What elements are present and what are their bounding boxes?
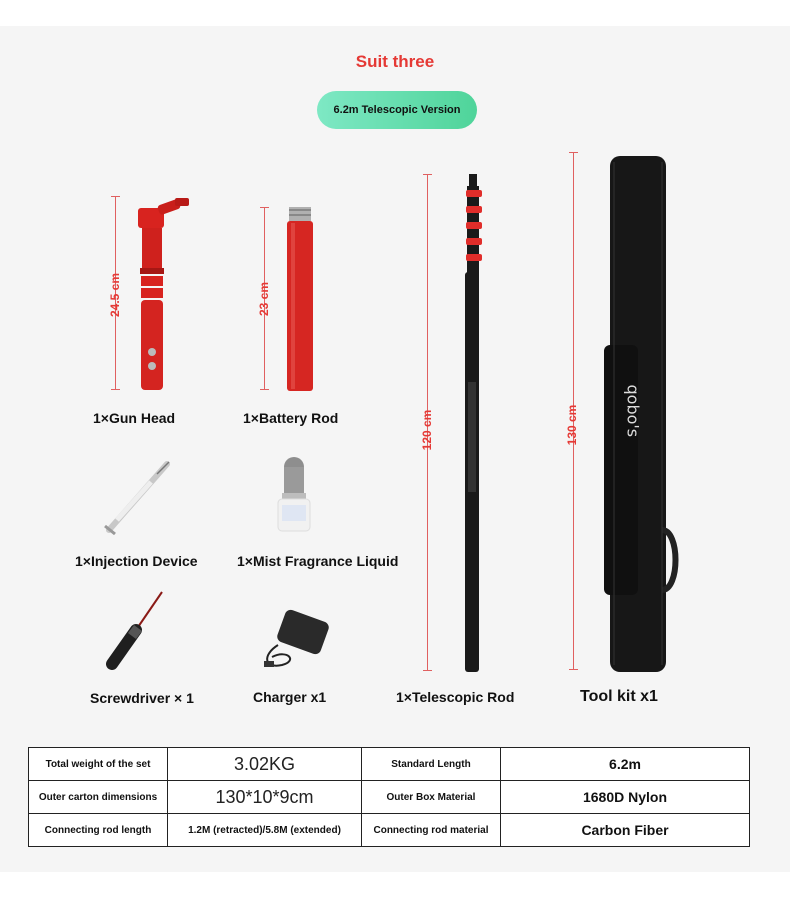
table-row <box>29 814 750 847</box>
telescopic-dimension: 120 cm <box>420 409 434 451</box>
spec-key: Total weight of the set <box>29 748 168 781</box>
mist-liquid-label: 1×Mist Fragrance Liquid <box>237 553 399 569</box>
spec-key: Outer Box Material <box>362 781 501 814</box>
page-title: Suit three <box>355 52 435 71</box>
spec-value: 1.2M (retracted)/5.8M (extended) <box>168 814 362 847</box>
charger-image <box>258 605 330 675</box>
battery-rod-dimension-tick-top <box>260 207 269 208</box>
table-row <box>29 748 750 781</box>
battery-rod-dimension-tick-bottom <box>260 389 269 390</box>
gun-head-dimension-tick-bottom <box>111 389 120 390</box>
spec-value: Carbon Fiber <box>501 814 750 847</box>
spec-table <box>28 747 750 847</box>
toolkit-dimension: 130 cm <box>565 404 579 446</box>
tool-bag-image <box>600 150 680 675</box>
telescopic-dimension-tick-bottom <box>423 670 432 671</box>
spec-value: 6.2m <box>501 748 750 781</box>
telescopic-dimension-tick-top <box>423 174 432 175</box>
telescopic-rod-image <box>456 172 492 674</box>
toolkit-label: Tool kit x1 <box>580 688 658 705</box>
battery-rod-label: 1×Battery Rod <box>243 410 339 426</box>
screwdriver-label: Screwdriver × 1 <box>90 690 194 706</box>
spec-value: 3.02KG <box>168 748 362 781</box>
spec-key: Connecting rod material <box>362 814 501 847</box>
spec-value: 130*10*9cm <box>168 781 362 814</box>
gun-head-dimension-tick-top <box>111 196 120 197</box>
syringe-image <box>103 460 173 535</box>
spec-key: Standard Length <box>362 748 501 781</box>
toolkit-dimension-tick-bottom <box>569 669 578 670</box>
version-badge: 6.2m Telescopic Version <box>317 91 477 129</box>
gun-head-label: 1×Gun Head <box>93 410 176 426</box>
telescopic-rod-label: 1×Telescopic Rod <box>396 689 515 705</box>
table-row <box>29 781 750 814</box>
spec-value: 1680D Nylon <box>501 781 750 814</box>
toolkit-dimension-tick-top <box>569 152 578 153</box>
charger-label: Charger x1 <box>253 689 327 705</box>
fragrance-bottle-image <box>272 457 316 533</box>
battery-rod-dimension: 23 cm <box>257 281 271 317</box>
bag-brand-text: qobo's <box>623 384 643 438</box>
screwdriver-image <box>106 590 166 670</box>
spec-key: Connecting rod length <box>29 814 168 847</box>
injection-device-label: 1×Injection Device <box>75 553 198 569</box>
spec-key: Outer carton dimensions <box>29 781 168 814</box>
gun-head-image <box>130 190 200 400</box>
gun-head-dimension: 24.5 cm <box>108 272 122 318</box>
battery-rod-image <box>283 205 319 393</box>
